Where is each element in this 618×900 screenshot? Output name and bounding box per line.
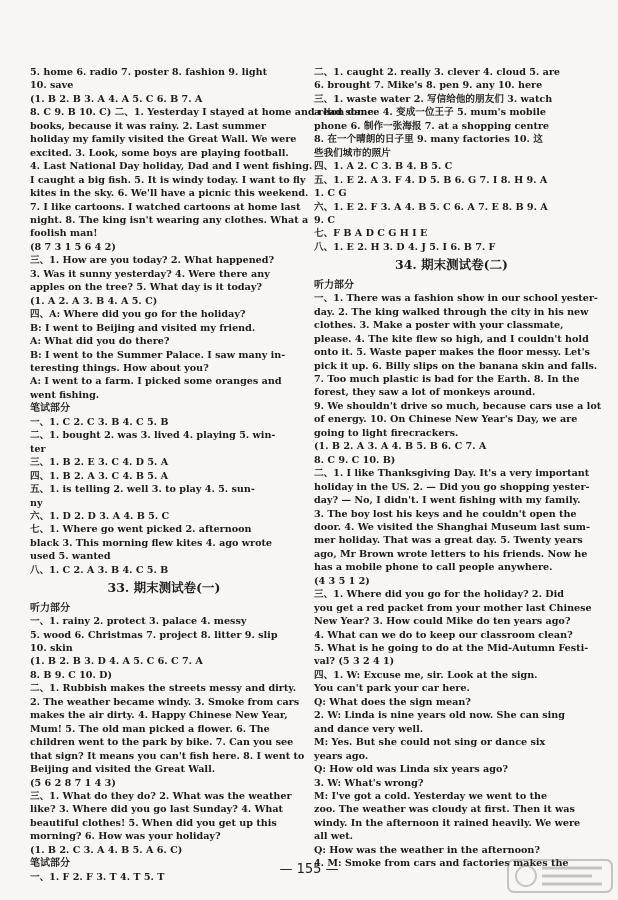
answer-line: day? — No, I didn't. I went fishing with my family. <box>314 495 581 507</box>
answer-line: 10. save <box>30 80 74 92</box>
answer-line: 一、1. F 2. F 3. T 4. T 5. T <box>30 871 165 883</box>
answer-line: Mum! 5. The old man picked a flower. 6. The <box>30 723 270 735</box>
answer-line: 二、1. Rubbish makes the streets messy and dirty. <box>30 683 297 695</box>
section-title: 33. 期末测试卷(一) <box>107 580 221 596</box>
answer-line: and dance very well. <box>314 723 424 735</box>
answer-line: 二、1. I like Thanksgiving Day. It's a very important <box>314 468 590 480</box>
answer-line: 三、1. How are you today? 2. What happened? <box>30 255 275 267</box>
answer-line: night. 8. The king isn't wearing any clothes. What a <box>30 214 309 226</box>
answer-line: day. 2. The king walked through the city in his new <box>314 306 589 318</box>
answer-line: 一、1. C 2. C 3. B 4. C 5. B <box>30 416 169 428</box>
answer-line: phone 6. 制作一张海报 7. at a shopping centre <box>314 120 550 132</box>
answer-line: 二、1. bought 2. was 3. lived 4. playing 5. win- <box>30 430 276 442</box>
answer-line: you get a red packet from your mother last Chinese <box>314 602 592 614</box>
answer-line: 3. W: What's wrong? <box>314 777 424 789</box>
answer-line: foolish man! <box>30 228 98 240</box>
answer-line: 一、1. There was a fashion show in our school yester- <box>314 293 598 305</box>
answer-line: 5. What is he going to do at the Mid-Autumn Festi- <box>314 643 589 655</box>
section-heading: 听力部分 <box>314 279 354 291</box>
answer-line: years ago. <box>314 750 369 762</box>
answer-line: teresting things. How about you? <box>30 362 209 374</box>
answer-line: 8. C 9. C 10. B) <box>314 454 396 466</box>
answer-line: ter <box>30 443 46 455</box>
answer-line: onto it. 5. Waste paper makes the floor messy. Let's <box>314 347 590 359</box>
answer-line: 八、1. E 2. H 3. D 4. J 5. I 6. B 7. F <box>314 241 496 253</box>
right-column <box>314 66 602 871</box>
answer-line: apples on the tree? 5. What day is it today? <box>30 282 263 294</box>
answer-line: 四、A: Where did you go for the holiday? <box>30 309 246 321</box>
section-title: 34. 期末测试卷(二) <box>395 257 508 273</box>
answer-line: 10. skin <box>30 643 73 655</box>
answer-line: 3. Was it sunny yesterday? 4. Were there any <box>30 268 270 280</box>
answer-line: 2. W: Linda is nine years old now. She can sing <box>314 710 565 722</box>
answer-line: excited. 3. Look, some boys are playing football. <box>30 147 289 159</box>
answer-line: 4. M: Smoke from cars and factories makes the <box>314 858 569 870</box>
answer-line: makes the air dirty. 4. Happy Chinese New Year, <box>30 710 288 722</box>
answer-line: Q: What does the sign mean? <box>314 696 471 708</box>
answer-line: New Year? 3. How could Mike do ten years ago? <box>314 616 571 628</box>
answer-line: has a mobile phone to call people anywhere. <box>314 562 553 574</box>
answer-line: 9. We shouldn't drive so much, because cars use a lot <box>314 400 602 412</box>
answer-line: You can't park your car here. <box>314 683 470 695</box>
answer-line: (1. B 2. B 3. D 4. A 5. C 6. C 7. A <box>30 656 203 668</box>
answer-line: a lion dance 4. 变成一位王子 5. mum's mobile <box>314 107 546 119</box>
answer-line: (1. A 2. A 3. B 4. A 5. C) <box>30 295 158 307</box>
answer-line: of energy. 10. On Chinese New Year's Day, we are <box>314 414 578 426</box>
answer-line: (1. B 2. C 3. A 4. B 5. A 6. C) <box>30 844 183 856</box>
answer-line: 三、1. B 2. E 3. C 4. D 5. A <box>30 457 169 469</box>
answer-line: kites in the sky. 6. We'll have a picnic this weekend. <box>30 188 309 200</box>
answer-line: 一、1. rainy 2. protect 3. palace 4. messy <box>30 616 247 628</box>
answer-line: 二、1. caught 2. really 3. clever 4. cloud 5. are <box>314 67 560 78</box>
answer-line: door. 4. We visited the Shanghai Museum last sum- <box>314 521 590 533</box>
answer-line: A: What did you do there? <box>30 336 170 348</box>
answer-line: (5 6 2 8 7 1 4 3) <box>30 777 116 789</box>
answer-line: holiday in the US. 2. — Did you go shopping yester- <box>314 481 590 493</box>
answer-line: 5. home 6. radio 7. poster 8. fashion 9. light <box>30 67 268 78</box>
answer-line: A: I went to a farm. I picked some oranges and <box>30 376 282 388</box>
answer-line: 三、1. What do they do? 2. What was the weather <box>30 791 292 803</box>
answer-line: (4 3 5 1 2) <box>314 575 370 587</box>
answer-line: 3. The boy lost his keys and he couldn't open the <box>314 508 577 520</box>
answer-line: children went to the park by bike. 7. Can you see <box>30 737 294 749</box>
answer-line: M: Yes. But she could not sing or dance six <box>314 737 546 749</box>
answer-line: Q: How was the weather in the afternoon? <box>314 844 540 856</box>
answer-line: holiday my family visited the Great Wall. We were <box>30 134 297 146</box>
answer-line: books, because it was rainy. 2. Last summer <box>30 120 266 132</box>
answer-line: like? 3. Where did you go last Sunday? 4. What <box>30 804 283 816</box>
answer-line: 4. What can we do to keep our classroom clean? <box>314 629 573 641</box>
answer-line: 六、1. E 2. F 3. A 4. B 5. C 6. A 7. E 8. B 9. A <box>314 201 548 213</box>
answer-line: 七、F B A D C G H I E <box>314 228 428 240</box>
answer-line: 5. wood 6. Christmas 7. project 8. litter 9. slip <box>30 629 278 641</box>
watermark-logo <box>506 856 614 896</box>
answer-line: 2. The weather became windy. 3. Smoke from cars <box>30 696 300 708</box>
answer-line: 7. I like cartoons. I watched cartoons at home last <box>30 201 301 213</box>
answer-line: 八、1. C 2. A 3. B 4. C 5. B <box>30 564 169 576</box>
answer-line: 三、1. waste water 2. 写信给他的朋友们 3. watch <box>314 93 553 105</box>
answer-line: 4. Last National Day holiday, Dad and I went fishing. <box>30 161 313 173</box>
answer-line: ago, Mr Brown wrote letters to his friends. Now he <box>314 548 588 560</box>
answer-line: 四、1. W: Excuse me, sir. Look at the sign. <box>314 669 538 681</box>
answer-line: pick it up. 6. Billy slips on the banana skin and falls. <box>314 360 598 372</box>
answer-line: 8. C 9. B 10. C) 二、1. Yesterday I stayed at home and read some <box>30 107 374 119</box>
answer-line: all wet. <box>314 831 353 843</box>
answer-line: went fishing. <box>30 389 100 401</box>
answer-line: 些我们城市的照片 <box>314 147 391 159</box>
answer-line: 五、1. is telling 2. well 3. to play 4. 5. sun- <box>30 484 255 496</box>
answer-line: (1. B 2. A 3. A 4. B 5. B 6. C 7. A <box>314 441 487 453</box>
answer-line: B: I went to Beijing and visited my friend. <box>30 322 256 334</box>
answer-line: B: I went to the Summer Palace. I saw many in- <box>30 349 286 361</box>
answer-line: 8. B 9. C 10. D) <box>30 669 113 681</box>
answer-line: Beijing and visited the Great Wall. <box>30 764 216 776</box>
answer-line: used 5. wanted <box>30 551 111 563</box>
section-heading: 笔试部分 <box>30 858 70 870</box>
answer-line: 五、1. E 2. A 3. F 4. D 5. B 6. G 7. I 8. H 9. A <box>314 174 548 186</box>
answer-line: 6. brought 7. Mike's 8. pen 9. any 10. here <box>314 80 543 92</box>
answer-line: val? (5 3 2 4 1) <box>314 656 395 668</box>
answer-line: 8. 在一个晴朗的日子里 9. many factories 10. 这 <box>314 134 543 146</box>
answer-line: I caught a big fish. 5. It is windy today. I want to fly <box>30 174 306 186</box>
answer-line: zoo. The weather was cloudy at first. Then it was <box>314 804 575 816</box>
answer-line: 七、1. Where go went picked 2. afternoon <box>30 524 252 536</box>
answer-line: Q: How old was Linda six years ago? <box>314 764 508 776</box>
answer-line: M: I've got a cold. Yesterday we went to the <box>314 791 548 803</box>
answer-line: clothes. 3. Make a poster with your classmate, <box>314 320 564 332</box>
answer-line: beautiful clothes! 5. When did you get up this <box>30 817 277 829</box>
answer-line: please. 4. The kite flew so high, and I couldn't hold <box>314 333 589 345</box>
answer-line: 四、1. B 2. A 3. C 4. B 5. A <box>30 470 169 482</box>
answer-line: 9. C <box>314 214 335 226</box>
answer-line: 三、1. Where did you go for the holiday? 2. Did <box>314 589 564 601</box>
section-heading: 笔试部分 <box>30 403 70 415</box>
answer-line: black 3. This morning flew kites 4. ago wrote <box>30 537 273 549</box>
answer-line: forest, they saw a lot of monkeys around. <box>314 387 536 399</box>
answer-line: that sign? It means you can't fish here. 8. I went to <box>30 750 305 762</box>
answer-line: ny <box>30 497 43 509</box>
answer-line: going to light firecrackers. <box>314 427 459 439</box>
answer-line: 1. C G <box>314 188 347 200</box>
answer-line: (8 7 3 1 5 6 4 2) <box>30 241 116 253</box>
answer-line: windy. In the afternoon it rained heavily. We were <box>314 817 581 829</box>
answer-line: 7. Too much plastic is bad for the Earth. 8. In the <box>314 373 580 385</box>
answer-line: 六、1. D 2. D 3. A 4. B 5. C <box>30 510 170 522</box>
page-number: — 155 — <box>279 862 339 877</box>
section-heading: 听力部分 <box>30 602 70 614</box>
answer-line: 四、1. A 2. C 3. B 4. B 5. C <box>314 161 453 173</box>
answer-line: morning? 6. How was your holiday? <box>30 831 221 843</box>
answer-line: (1. B 2. B 3. A 4. A 5. C 6. B 7. A <box>30 93 203 105</box>
answer-line: mer holiday. That was a great day. 5. Twenty years <box>314 535 583 547</box>
